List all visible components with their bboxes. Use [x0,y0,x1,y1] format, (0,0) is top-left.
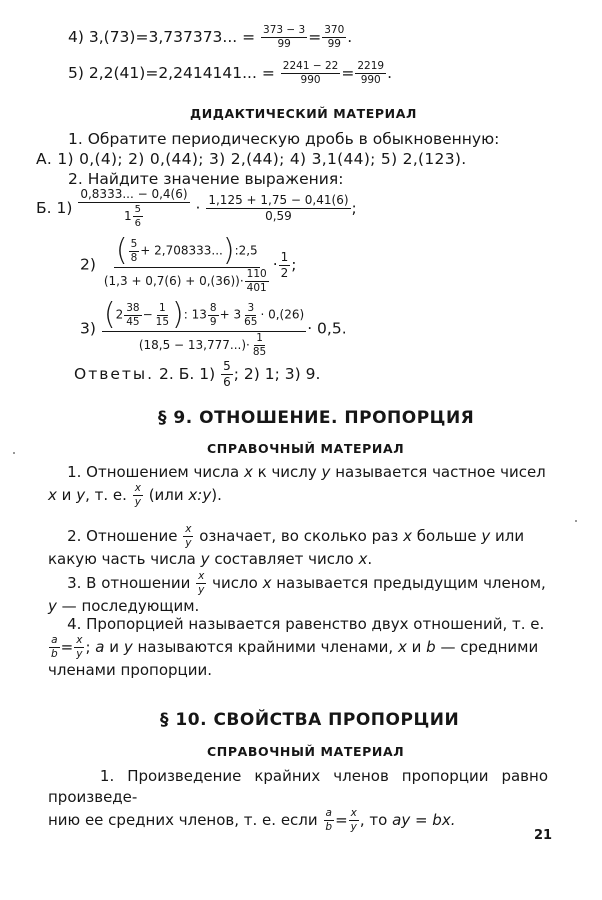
example-5: 5) 2,2(41)=2,2414141... = $\frac{2241 - 22}{990}$ = $\frac{2219}{990}$ . [68,60,393,86]
example-value: 2,2(41) [88,64,146,82]
item-label: 3) [80,319,96,338]
section-9-item-3: 3. В отношении $\frac{x}{y}$ число x называется предыдущим членом, y — последующим. [48,570,546,615]
fraction: $\frac{x}{y}$ [185,523,192,549]
example-expansion: =3,737373... = [135,28,256,46]
example-number: 4) [68,28,84,46]
task-1: 1. Обратите периодическую дробь в обыкновенную: [68,130,500,148]
example-4: 4) 3,(73)=3,737373... = $\frac{373 - 3}{99}$ = $\frac{370}{99}$ . [68,24,353,50]
section-9-item-4: 4. Пропорцией называется равенство двух отношений, т. е. $\frac{a}{b}$ = $\frac{x}{y}$ ; a и y называются крайними членами, x и b — средними членами пропорции. [48,615,545,679]
example-value: 3,(73) [88,28,136,46]
expression-b3: 3) (2 $\frac{38}{45}$ − $\frac{1}{15}$ ): 13 $\frac{8}{9}$ + 3 $\frac{3}{65}$ · 0,(26) (18,5 − 13,777...)· $\frac{1}{85}$ · 0,5. [80,297,347,358]
task-2: 2. Найдите значение выражения: [68,170,344,188]
task-1-items: А. 1) 0,(4); 2) 0,(44); 3) 2,(44); 4) 3,1(44); 5) 2,(123). [36,150,467,168]
answers: Ответы. 2. Б. 1) $\frac{5}{6}$ ; 2) 1; 3) 9. [74,359,321,389]
expression-b2: 2) ( $\frac{5}{8}$ + 2,708333...):2,5 (1,3 + 0,7(6) + 0,(36))· $\frac{110}{401}$ · $\frac{1}{2}$ ; [80,233,297,294]
fraction: $\frac{x}{y}$ [350,807,357,833]
fraction: $\frac{2241 - 22}{990}$ [282,60,339,86]
fraction: $\frac{5}{6}$ [223,359,231,389]
fraction: $\frac{370}{99}$ [324,24,345,50]
fraction: $\frac{x}{y}$ [76,634,83,660]
expression-b1: Б. 1) 0,8333... − 0,4(6) 1 $\frac{5}{6}$ · $\frac{1,125 + 1,75 - 0,41(6)}{0,59}$ ; [36,187,357,229]
section-9-item-1: 1. Отношением числа x к числу y называется частное чисел x и y, т. е. $\frac{x}{y}$ (или x:y). [48,463,546,508]
answers-label: Ответы. [74,365,155,383]
didactic-title: ДИДАКТИЧЕСКИЙ МАТЕРИАЛ [190,106,417,121]
fraction: (2 $\frac{38}{45}$ − $\frac{1}{15}$ ): 13 $\frac{8}{9}$ + 3 $\frac{3}{65}$ · 0,(26) (18,5 − 13,777...)· $\frac{1}{85}$ [103,297,305,358]
section-9-subtitle: СПРАВОЧНЫЙ МАТЕРИАЛ [207,441,405,456]
fraction: 0,8333... − 0,4(6) 1 $\frac{5}{6}$ [80,187,188,229]
example-expansion: =2,2414141... = [145,64,275,82]
section-10-item-1: 1. Произведение крайних членов пропорции равно произведе- нию ее средних членов, т. е. если $\frac{a}{b}$ = $\frac{x}{y}$ , то ay = bx. [48,767,548,833]
item-label: Б. 1) [36,199,73,217]
example-number: 5) [68,64,84,82]
section-9-title: § 9. ОТНОШЕНИЕ. ПРОПОРЦИЯ [158,408,475,428]
item-label: 2) [80,255,96,274]
fraction: $\frac{x}{y}$ [134,482,141,508]
fraction: ( $\frac{5}{8}$ + 2,708333...):2,5 (1,3 + 0,7(6) + 0,(36))· $\frac{110}{401}$ [103,233,267,294]
scan-speck [13,452,15,454]
fraction: $\frac{1}{2}$ [280,249,289,280]
fraction: $\frac{a}{b}$ [51,634,58,660]
page-number: 21 [534,828,553,843]
scan-speck [575,520,577,522]
section-9-item-2: 2. Отношение $\frac{x}{y}$ означает, во сколько раз x больше y или какую часть числа y составляет число x. [48,523,525,568]
section-10-subtitle: СПРАВОЧНЫЙ МАТЕРИАЛ [207,744,405,759]
fraction: $\frac{a}{b}$ [325,807,333,833]
fraction: $\frac{373 - 3}{99}$ [263,24,306,50]
fraction: $\frac{1,125 + 1,75 - 0,41(6)}{0,59}$ [208,193,349,223]
section-10-title: § 10. СВОЙСТВА ПРОПОРЦИИ [160,710,460,730]
fraction: $\frac{2219}{990}$ [357,60,385,86]
fraction: $\frac{x}{y}$ [198,570,205,596]
